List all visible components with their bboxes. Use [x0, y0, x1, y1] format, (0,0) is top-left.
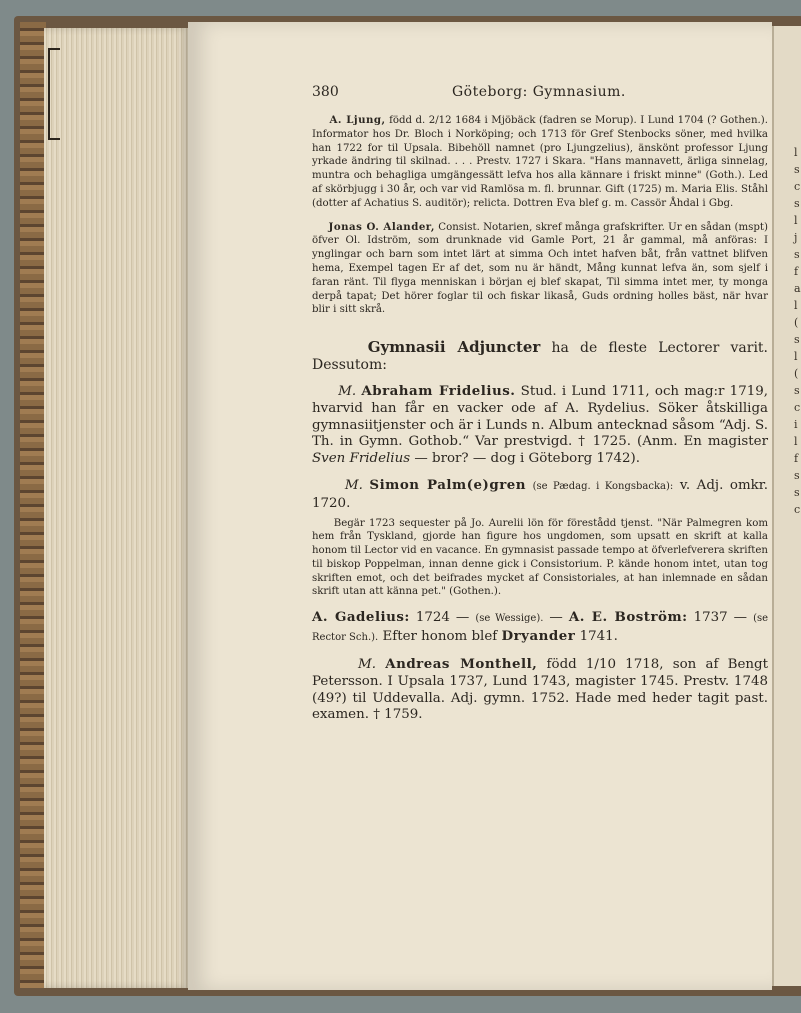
- entry-year-dryander: 1741.: [579, 628, 618, 644]
- entry-name: Jonas O. Alander,: [328, 220, 435, 233]
- edge-letter: f: [794, 452, 799, 465]
- entry-note: Begär 1723 sequester på Jo. Aurelii lön för förestådd tjenst. "När Palmegren kom hem från Tyskland, gjorde han figure hos ungdomen, som upsatt en skrift at kalla honom til Lector vid en vacance. En gymnasist passade tempo at öfverlefverera skriften til biskop Poppelman, innan denne gick i Consistorium. P. kände honom intet, utan tog skriften emot, och det beifrades mycket af Consistoriales, at han inlemnade en sådan skrift utan att känna pet." (Gothen.).: [312, 517, 768, 598]
- entry-name: Simon Palm(e)gren: [369, 477, 526, 494]
- entry-prefix: M.: [358, 657, 376, 673]
- running-header: [312, 84, 768, 106]
- entry-name: A. Ljung,: [329, 114, 386, 126]
- edge-letter: s: [794, 486, 800, 499]
- edge-letter: l: [794, 299, 798, 312]
- edge-letter: s: [794, 333, 800, 346]
- edge-letter: f: [794, 265, 799, 278]
- edge-letter: c: [794, 503, 801, 516]
- section-intro: [312, 339, 768, 373]
- edge-letter: l: [794, 146, 798, 159]
- edge-letter: c: [794, 180, 801, 193]
- entry-text-end: — bror? — dog i Göteborg 1742).: [414, 450, 640, 466]
- entry-name: Andreas Monthell,: [385, 656, 538, 673]
- entry-name: Abraham Fridelius.: [361, 383, 516, 400]
- entry-italic-name: Sven Fridelius: [312, 450, 411, 466]
- entry-palmgren: [312, 477, 768, 512]
- entry-text: Consist. Notarien, skref många grafskrifter. Ur en sådan (mspt) öfver Ol. Idström, som drunknade vid Gamle Port, 21 år gammal, må anföras: I ynglingar och barn som intet lärt at simma Och intet hafven båt, från vattnet blifven hema, Exempel tagen Er af det, som nu är händt, Mång kunnat lefva än, som sjelf i faran ränt. Til flyga menniskan i början ej blef skapat, Til simma intet mer, ty monga derpå tapat; Det hörer foglar til och fiskar likaså, Guds ordning holles bäst, när hvar blir i sitt skrå.: [312, 221, 768, 316]
- edge-letter: s: [794, 469, 800, 482]
- entry-year: 1724 —: [415, 610, 470, 626]
- section-heading: Gymnasii Adjuncter: [367, 338, 541, 357]
- entry-palmgren-note: [312, 517, 768, 600]
- entry-dash: —: [549, 610, 563, 626]
- entry-see: (se Wessige).: [475, 613, 544, 625]
- edge-letter: j: [794, 231, 798, 244]
- edge-letter: s: [794, 384, 800, 397]
- bookmark-tab: [48, 48, 60, 140]
- edge-letter: s: [794, 163, 800, 176]
- page-stack: [44, 28, 190, 988]
- section-text: ha de fleste Lectorer varit. Dessutom:: [312, 340, 769, 373]
- entry-prefix: M.: [338, 384, 357, 400]
- page-content: [312, 84, 768, 724]
- edge-letter: (: [794, 367, 799, 380]
- entry-text: född 1/10 1718, son af Bengt Petersson. I Upsala 1737, Lund 1743, magister 1745. Prestv. 1748 (49?) til Uddevalla. Adj. gymn. 1752. Hade med heder tagit past. examen. † 1759.: [312, 657, 768, 723]
- entry-alander: [312, 221, 768, 318]
- entry-see-bostrom: (se Rector Sch.).: [312, 613, 769, 643]
- entry-name-dryander: Dryander: [501, 627, 576, 644]
- entry-paren: (se Pædag. i Kongsbacka):: [532, 481, 674, 493]
- edge-letter: l: [794, 214, 798, 227]
- edge-letter: c: [794, 401, 801, 414]
- entry-gadelius: [312, 609, 768, 646]
- entry-fridelius: [312, 383, 768, 467]
- entry-text: v. Adj. omkr. 1720.: [312, 478, 768, 511]
- entry-year-bostrom: 1737 —: [693, 610, 748, 626]
- page-number: 380: [312, 84, 339, 100]
- edge-letter: s: [794, 248, 800, 261]
- entry-ljung: [312, 114, 768, 211]
- entry-name: A. Gadelius:: [312, 609, 410, 626]
- edge-letter: l: [794, 435, 798, 448]
- entry-after: Efter honom blef: [382, 628, 498, 644]
- edge-letter: l: [794, 350, 798, 363]
- entry-monthell: [312, 656, 768, 723]
- edge-letter: a: [794, 282, 801, 295]
- next-page-edge: [772, 26, 801, 986]
- entry-text: Stud. i Lund 1711, och mag:r 1719, hvarvid han får en vacker ode af A. Rydelius. Söker åtskilliga gymnasiitjenster och är i Lunds n. Album antecknad såsom “Adj. S. Th. in Gymn. Gothob.“ Var prestvigd. † 1725. (Anm. En magister: [312, 384, 769, 450]
- running-title: Göteborg: Gymnasium.: [452, 84, 626, 100]
- edge-letter: (: [794, 316, 799, 329]
- entry-name-bostrom: A. E. Boström:: [568, 609, 688, 626]
- spine-edge: [20, 22, 46, 988]
- edge-letter: i: [794, 418, 798, 431]
- entry-prefix: M.: [344, 478, 363, 494]
- entry-text: född d. 2/12 1684 i Mjöbäck (fadren se Morup). I Lund 1704 (? Gothen.). Informator hos Dr. Bloch i Norköping; och 1713 för Gref Stenbocks söner, med hvilka han 1722 for til Upsala. Bibehöll namnet (pro Ljungzelius), änskönt professor Ljung yrkade ändring til skilnad. . . . Prestv. 1727 i Skara. "Hans mannavett, ärliga sinnelag, muntra och behagliga umgängessätt lefva hos alla kännare i friskt minne" (Goth.). Led af skörbjugg i 30 år, och var vid Ramlösa m. fl. brunnar. Gift (1725) m. Maria Elis. Ståhl (dotter af Achatius S. auditör); relicta. Dottren Eva blef g. m. Cassör Åhdal i Gbg.: [312, 115, 768, 209]
- edge-letter: s: [794, 197, 800, 210]
